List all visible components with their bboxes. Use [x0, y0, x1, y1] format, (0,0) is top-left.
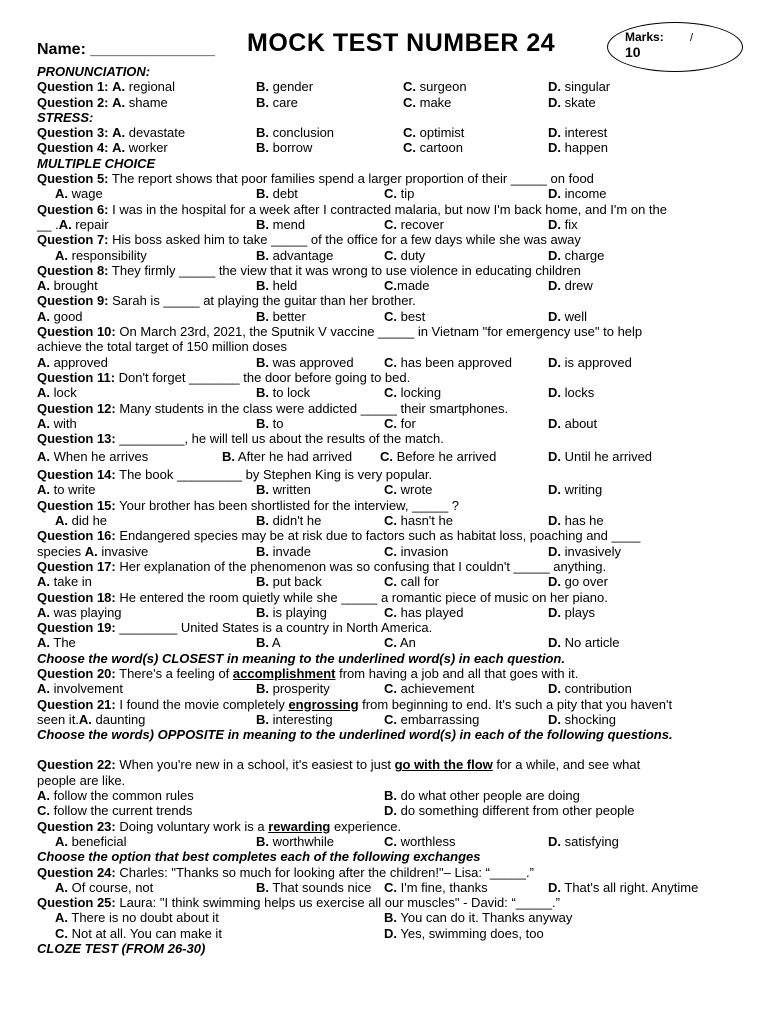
option-b: B. A — [256, 635, 281, 651]
option-d: D. shocking — [548, 711, 616, 727]
question-label: Question 15: — [37, 497, 116, 513]
option-c: C. hasn't he — [384, 513, 453, 529]
option-a: regional — [128, 79, 176, 95]
option-d: D. drew — [548, 278, 593, 294]
question-text: The book _________ by Stephen King is very popular. — [115, 467, 433, 483]
option-b: B. put back — [256, 574, 322, 590]
question-text: I found the movie completely — [115, 696, 289, 712]
section-opposite: Choose the words) OPPOSITE in meaning to the underlined word(s) in each of the following questions. — [37, 727, 673, 743]
section-pronunciation: PRONUNCIATION: — [37, 64, 151, 79]
option-d: D. charge — [548, 247, 605, 263]
option-d: D. happen — [548, 140, 608, 156]
option-a: A. with — [37, 415, 77, 431]
question-text: Her explanation of the phenomenon was so confusing that I couldn't _____ anything. — [115, 558, 607, 574]
option-c: C. achievement — [384, 681, 475, 697]
question-text: Don't forget _______ the door before going to bed. — [115, 369, 411, 385]
question-label: Question 24: — [37, 864, 116, 880]
question-2 — [37, 95, 737, 110]
question-text: I was in the hospital for a week after I contracted malaria, but now I'm back home, and I'm on the — [108, 201, 667, 217]
option-d: D. invasively — [548, 543, 621, 559]
option-d: D. That's all right. Anytime — [548, 879, 699, 895]
option-c: C. follow the current trends — [37, 803, 193, 819]
question-20-options — [37, 681, 737, 696]
option-b: B. didn't he — [256, 513, 322, 529]
option-b: B. to lock — [256, 385, 311, 401]
option-b: B. debt — [256, 186, 298, 202]
option-b: B. better — [256, 308, 306, 324]
question-17-stem — [37, 559, 737, 574]
option-d: D. is approved — [548, 354, 632, 370]
question-text-cont: people are like. — [37, 772, 126, 788]
question-25-options-cd — [37, 926, 737, 941]
question-8-stem — [37, 263, 737, 278]
option-a: A. brought — [37, 278, 98, 294]
question-18-stem — [37, 590, 737, 605]
question-22-stem — [37, 757, 737, 772]
question-10-stem — [37, 324, 737, 339]
section-exchanges: Choose the option that best completes each of the following exchanges — [37, 849, 481, 865]
option-a: A. invasive — [84, 543, 149, 559]
question-9-stem — [37, 293, 737, 308]
question-19-options — [37, 635, 737, 650]
option-c: C. surgeon — [403, 79, 467, 95]
question-text: from beginning to end. It's such a pity that you haven't — [358, 696, 673, 712]
underlined-word: rewarding — [268, 818, 331, 834]
question-15-options — [37, 513, 737, 528]
option-a: A. worker — [112, 140, 168, 156]
question-text: from having a job and all that goes with it. — [335, 665, 579, 681]
question-label: Question 17: — [37, 558, 116, 574]
option-d: D. Until he arrived — [548, 449, 653, 465]
option-a: A. lock — [37, 385, 77, 401]
question-9-options — [37, 309, 737, 324]
question-label: Question 25: — [37, 895, 116, 911]
option-b: B. interesting — [256, 711, 333, 727]
question-21-options — [37, 712, 737, 727]
question-18-options — [37, 605, 737, 620]
question-10-options — [37, 355, 737, 370]
section-stress: STRESS: — [37, 109, 94, 125]
option-d: D. well — [548, 308, 588, 324]
option-d: D. contribution — [548, 681, 632, 697]
question-label: Question 6: — [37, 201, 109, 217]
question-17-options — [37, 574, 737, 589]
option-c: C. recover — [384, 216, 444, 232]
option-c: C. for — [384, 415, 416, 431]
question-25-stem — [37, 895, 737, 910]
option-c: C. Before he arrived — [380, 449, 497, 465]
question-21-stem — [37, 697, 737, 712]
question-20-stem — [37, 666, 737, 681]
question-text: Laura: "I think swimming helps us exercise all our muscles" - David: “_____.” — [115, 895, 560, 911]
option-a: A. The — [37, 635, 76, 651]
question-1 — [37, 79, 737, 94]
option-a: A. was playing — [37, 604, 122, 620]
option-c: C. make — [403, 94, 452, 110]
option-d: D. income — [548, 186, 607, 202]
question-label: Question 3: — [37, 125, 109, 141]
question-23-stem — [37, 819, 737, 834]
option-d: D. satisfying — [548, 833, 619, 849]
question-10-stem-cont — [37, 339, 737, 354]
question-text: He entered the room quietly while she _____ a romantic piece of music on her piano. — [115, 589, 608, 605]
question-label: Question 23: — [37, 818, 116, 834]
underlined-word: go with the flow — [394, 757, 493, 773]
underlined-word: engrossing — [288, 696, 359, 712]
option-a: A. daunting — [78, 711, 146, 727]
question-text: His boss asked him to take _____ of the office for a few days while she was away — [108, 232, 581, 248]
question-text: The report shows that poor families spend a larger proportion of their _____ on food — [108, 171, 594, 187]
option-c: C. tip — [384, 186, 415, 202]
option-d: D. do something different from other people — [384, 803, 635, 819]
option-c: C. An — [384, 635, 416, 651]
option-c: C. optimist — [403, 125, 465, 141]
question-14-stem — [37, 467, 737, 482]
question-14-options — [37, 482, 737, 497]
section-cloze: CLOZE TEST (FROM 26-30) — [37, 941, 206, 957]
option-c: C. embarrassing — [384, 711, 480, 727]
option-a: A. repair — [58, 216, 109, 232]
question-5-options — [37, 186, 737, 201]
option-c: C. cartoon — [403, 140, 463, 156]
option-b: B. worthwhile — [256, 833, 335, 849]
question-label: Question 20: — [37, 665, 116, 681]
question-16-stem — [37, 528, 737, 543]
question-6-options — [37, 217, 737, 232]
option-c: C. has played — [384, 604, 464, 620]
option-b: B. conclusion — [256, 125, 335, 141]
option-a: shame — [128, 94, 168, 110]
option-d: D. No article — [548, 635, 620, 651]
option-b: B. do what other people are doing — [384, 788, 580, 804]
option-b: B. is playing — [256, 604, 327, 620]
question-text: They firmly _____ the view that it was wrong to use violence in educating children — [108, 262, 581, 278]
option-d: D. singular — [548, 79, 611, 95]
option-c: C. wrote — [384, 482, 433, 498]
option-d: D. writing — [548, 482, 603, 498]
question-label: Question 16: — [37, 528, 116, 544]
option-a: A. approved — [37, 354, 108, 370]
marks-slash: / — [690, 32, 694, 44]
option-d: D. Yes, swimming does, too — [384, 925, 544, 941]
spacer — [37, 742, 737, 757]
question-label: Question 1: — [37, 79, 109, 95]
question-7-options — [37, 248, 737, 263]
question-label: Question 22: — [37, 757, 116, 773]
question-text: _________, he will tell us about the results of the match. — [115, 431, 444, 447]
option-a: A. Of course, not — [55, 879, 154, 895]
question-12-stem — [37, 401, 737, 416]
question-text: Sarah is _____ at playing the guitar than her brother. — [108, 293, 416, 309]
question-11-stem — [37, 370, 737, 385]
question-text: experience. — [330, 818, 402, 834]
question-15-stem — [37, 498, 737, 513]
option-c: C. has been approved — [384, 354, 512, 370]
option-b: B. was approved — [256, 354, 354, 370]
option-d: D. about — [548, 415, 598, 431]
option-b: B. mend — [256, 216, 306, 232]
option-d: D. skate — [548, 94, 596, 110]
question-24-options — [37, 880, 737, 895]
question-text: for a while, and see what — [492, 757, 641, 773]
question-19-stem — [37, 620, 737, 635]
question-6-stem — [37, 202, 737, 217]
question-text: When you're new in a school, it's easiest to just — [115, 757, 395, 773]
question-label: Question 11: — [37, 369, 116, 385]
option-a: A. good — [37, 308, 83, 324]
question-label: Question 7: — [37, 232, 109, 248]
question-label: Question 21: — [37, 696, 116, 712]
marks-label: Marks: — [625, 30, 664, 44]
question-7-stem — [37, 232, 737, 247]
question-text-cont: achieve the total target of 150 million doses — [37, 339, 288, 355]
question-23-options — [37, 834, 737, 849]
option-c: C. Not at all. You can make it — [55, 925, 222, 941]
question-text: Endangered species may be at risk due to factors such as habitat loss, poaching and ____ — [115, 528, 641, 544]
option-a: A. to write — [37, 482, 96, 498]
option-a: A. did he — [55, 513, 108, 529]
marks-total: 10 — [625, 44, 641, 60]
underlined-word: accomplishment — [232, 665, 336, 681]
option-b: B. to — [256, 415, 284, 431]
question-text: On March 23rd, 2021, the Sputnik V vaccine _____ in Vietnam "for emergency use" to help — [115, 324, 643, 340]
option-c: C. call for — [384, 574, 439, 590]
question-label: Question 9: — [37, 293, 109, 309]
option-d: D. interest — [548, 125, 608, 141]
option-b: B. gender — [256, 79, 314, 95]
option-d: D. fix — [548, 216, 578, 232]
option-b: B. That sounds nice — [256, 879, 372, 895]
option-b: B. prosperity — [256, 681, 330, 697]
question-4 — [37, 140, 737, 155]
question-22-options-cd — [37, 803, 737, 818]
question-text: ________ United States is a country in North America. — [115, 620, 433, 636]
option-a: A. wage — [55, 186, 103, 202]
option-b: B. care — [256, 94, 298, 110]
option-a: A. beneficial — [55, 833, 127, 849]
option-a: A. When he arrives — [37, 449, 149, 465]
question-label: Question 14: — [37, 467, 116, 483]
option-b: B. invade — [256, 543, 311, 559]
option-c: C. worthless — [384, 833, 456, 849]
option-d: D. has he — [548, 513, 604, 529]
option-d: D. locks — [548, 385, 595, 401]
option-c: C. best — [384, 308, 426, 324]
question-text-cont: seen it. — [37, 711, 79, 727]
option-a: A. follow the common rules — [37, 788, 194, 804]
option-b: B. written — [256, 482, 311, 498]
question-label: Question 10: — [37, 324, 116, 340]
question-22-options-ab — [37, 788, 737, 803]
question-label: Question 18: — [37, 589, 116, 605]
question-3 — [37, 125, 737, 140]
question-text: Doing voluntary work is a — [115, 818, 269, 834]
option-a: A. involvement — [37, 681, 123, 697]
option-a: A. take in — [37, 574, 92, 590]
question-label: Question 8: — [37, 262, 109, 278]
question-label: Question 19: — [37, 620, 116, 636]
question-24-stem — [37, 865, 737, 880]
question-label: Question 4: — [37, 140, 109, 156]
option-c: C. I'm fine, thanks — [384, 879, 488, 895]
question-8-options — [37, 278, 737, 293]
question-22-stem-cont — [37, 773, 737, 788]
name-field-label: Name: ______________ — [37, 41, 215, 58]
option-c: C. locking — [384, 385, 442, 401]
question-12-options — [37, 416, 737, 431]
question-text: Charles: "Thanks so much for looking after the children!"– Lisa: “_____.” — [115, 864, 534, 880]
option-d: D. go over — [548, 574, 608, 590]
option-c: C. duty — [384, 247, 426, 263]
option-a: A. There is no doubt about it — [55, 910, 219, 926]
question-label: Question 2: — [37, 94, 109, 110]
option-c: C. invasion — [384, 543, 449, 559]
option-b: B. After he had arrived — [222, 449, 353, 465]
option-c: C.made — [384, 278, 430, 294]
section-multiple-choice: MULTIPLE CHOICE — [37, 155, 156, 171]
option-b: B. advantage — [256, 247, 334, 263]
question-5-stem — [37, 171, 737, 186]
option-a: A. devastate — [112, 125, 186, 141]
option-b: B. You can do it. Thanks anyway — [384, 910, 573, 926]
question-25-options-ab — [37, 910, 737, 925]
question-label: Question 12: — [37, 400, 116, 416]
question-label: Question 13: — [37, 431, 116, 447]
question-16-options — [37, 544, 737, 559]
question-text: Many students in the class were addicted _____ their smartphones. — [115, 400, 509, 416]
option-a: A. responsibility — [55, 247, 147, 263]
question-text: Your brother has been shortlisted for the interview, _____ ? — [115, 497, 460, 513]
question-13-stem — [37, 431, 737, 449]
worksheet — [37, 29, 737, 957]
header — [37, 29, 737, 64]
question-13-options — [37, 449, 737, 467]
question-label: Question 5: — [37, 171, 109, 187]
option-d: D. plays — [548, 604, 595, 620]
page-title: MOCK TEST NUMBER 24 — [247, 29, 556, 57]
question-text-cont: __ . — [37, 216, 59, 232]
option-b: B. held — [256, 278, 298, 294]
question-11-options — [37, 385, 737, 400]
section-closest: Choose the word(s) CLOSEST in meaning to the underlined word(s) in each question. — [37, 650, 565, 666]
option-letter: A. — [112, 79, 126, 95]
question-text-cont: species — [37, 543, 85, 559]
option-b: B. borrow — [256, 140, 313, 156]
question-text: There's a feeling of — [115, 665, 233, 681]
option-letter: A. — [112, 94, 126, 110]
